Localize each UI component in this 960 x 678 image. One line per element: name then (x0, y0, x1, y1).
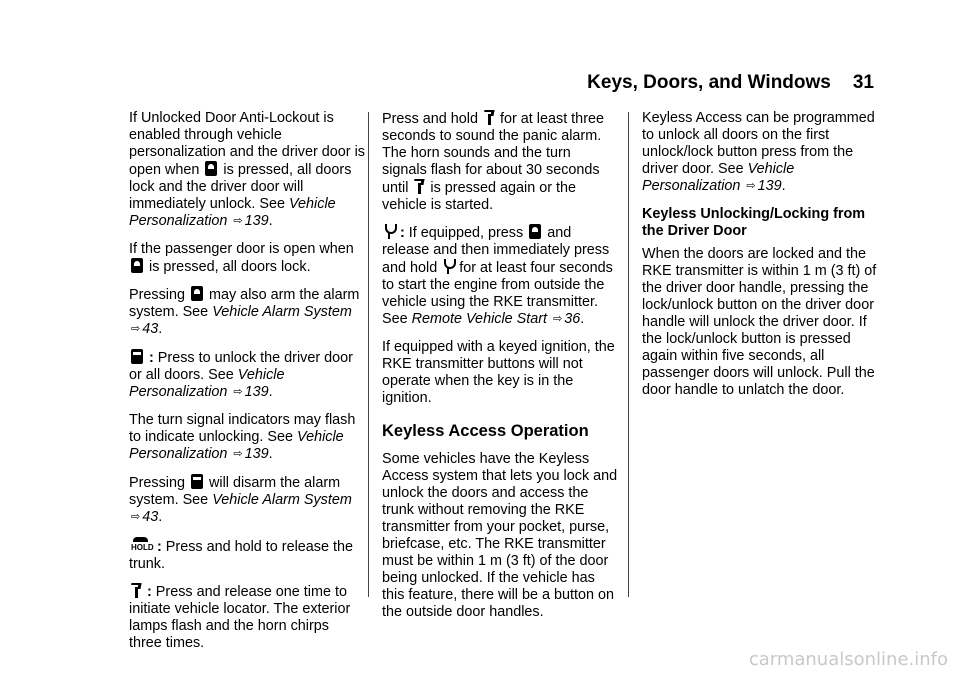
paragraph: Keyless Access can be programmed to unlock all doors on the first unlock/lock button press from the driver door. See Vehicle Personalization ⇨ 139. (642, 110, 875, 194)
arrow-icon: ⇨ (131, 323, 141, 335)
paragraph: If the passenger door is open when is pressed, all doors lock. (129, 241, 354, 275)
paragraph: Some vehicles have the Keyless Access system that lets you lock and unlock the doors and access the trunk without removing the RKE transmitter from your pocket, purse, briefcase, etc. The RKE transmitter must be within 1 m (3 ft) of the door being unlocked. If the vehicle has this feature, there will be a button on the outside door handles. (382, 451, 618, 620)
section-title: Keys, Doors, and Windows (587, 72, 831, 93)
paragraph: Pressing may also arm the alarm system. See Vehicle Alarm System ⇨ 43. (129, 287, 360, 337)
column-1 (129, 110, 365, 662)
cross-reference: Remote Vehicle Start (411, 311, 548, 327)
page-header (560, 70, 874, 96)
column-2 (382, 110, 618, 631)
watermark: carmanualsonline.info (748, 649, 948, 670)
unlock-icon (131, 349, 143, 364)
lock-icon (529, 224, 541, 239)
paragraph: HOLD : Press and hold to release the trunk. (129, 539, 353, 572)
arrow-icon: ⇨ (233, 386, 243, 398)
arrow-icon: ⇨ (553, 313, 563, 325)
cross-reference: Vehicle Personalization (129, 429, 344, 462)
paragraph: : Press to unlock the driver door or all doors. See Vehicle Personalization ⇨ 139. (129, 350, 353, 400)
panic-alarm-icon (484, 110, 494, 125)
panic-alarm-icon (414, 179, 424, 194)
subheading: Keyless Unlocking/Locking from the Driver Door (642, 206, 866, 239)
cross-reference: Vehicle Personalization (129, 367, 285, 400)
ref-page: 139 (244, 213, 269, 229)
arrow-icon: ⇨ (746, 180, 756, 192)
remote-start-icon (443, 259, 453, 274)
ref-page: 36 (564, 311, 581, 327)
cross-reference: Vehicle Personalization (642, 161, 795, 194)
paragraph: If Unlocked Door Anti-Lockout is enabled through vehicle personalization and the driver door is open when is pressed, all doors lock and the driver door will immediately unlock. See Vehicle Personalization ⇨ 139. (129, 110, 365, 229)
panic-alarm-icon (131, 583, 141, 598)
lock-icon (205, 161, 217, 176)
remote-start-icon (384, 224, 394, 239)
column-3 (642, 110, 878, 409)
section-heading: Keyless Access Operation (382, 422, 589, 440)
ref-page: 43 (142, 321, 159, 337)
page-number: 31 (852, 72, 874, 93)
ref-page: 139 (244, 446, 269, 462)
cross-reference: Vehicle Personalization (129, 196, 336, 229)
arrow-icon: ⇨ (131, 511, 141, 523)
lock-icon (191, 286, 203, 301)
paragraph: The turn signal indicators may flash to indicate unlocking. See Vehicle Personalization ⇨ 139. (129, 412, 356, 462)
column-divider (628, 112, 629, 597)
paragraph: Press and hold for at least three seconds to sound the panic alarm. The horn sounds and the turn signals flash for about 30 seconds until is pressed again or the vehicle is started. (382, 111, 604, 213)
cross-reference: Vehicle Alarm System (212, 492, 352, 508)
ref-page: 43 (142, 509, 159, 525)
paragraph: When the doors are locked and the RKE transmitter is within 1 m (3 ft) of the driver door handle, pressing the lock/unlock button on the driver door handle will unlock the driver door. If the lock/unlock button is pressed again within five seconds, all passenger doors will unlock. Pull the door handle to unlatch the door. (642, 246, 877, 398)
paragraph: : If equipped, press and release and then immediately press and hold for at least four seconds to start the engine from outside the vehicle using the RKE transmitter. See Remote Vehicle Start ⇨ 36. (382, 225, 613, 327)
ref-page: 139 (757, 178, 782, 194)
unlock-icon (191, 474, 203, 489)
paragraph: Pressing will disarm the alarm system. See Vehicle Alarm System ⇨ 43. (129, 475, 352, 525)
arrow-icon: ⇨ (233, 448, 243, 460)
paragraph: : Press and release one time to initiate vehicle locator. The exterior lamps flash and the horn chirps three times. (129, 584, 351, 651)
lock-icon (131, 258, 143, 273)
paragraph: If equipped with a keyed ignition, the RKE transmitter buttons will not operate when the key is in the ignition. (382, 339, 615, 406)
column-divider (368, 112, 369, 597)
trunk-release-icon: HOLD (131, 537, 151, 553)
cross-reference: Vehicle Alarm System (212, 304, 352, 320)
ref-page: 139 (244, 384, 269, 400)
arrow-icon: ⇨ (233, 215, 243, 227)
